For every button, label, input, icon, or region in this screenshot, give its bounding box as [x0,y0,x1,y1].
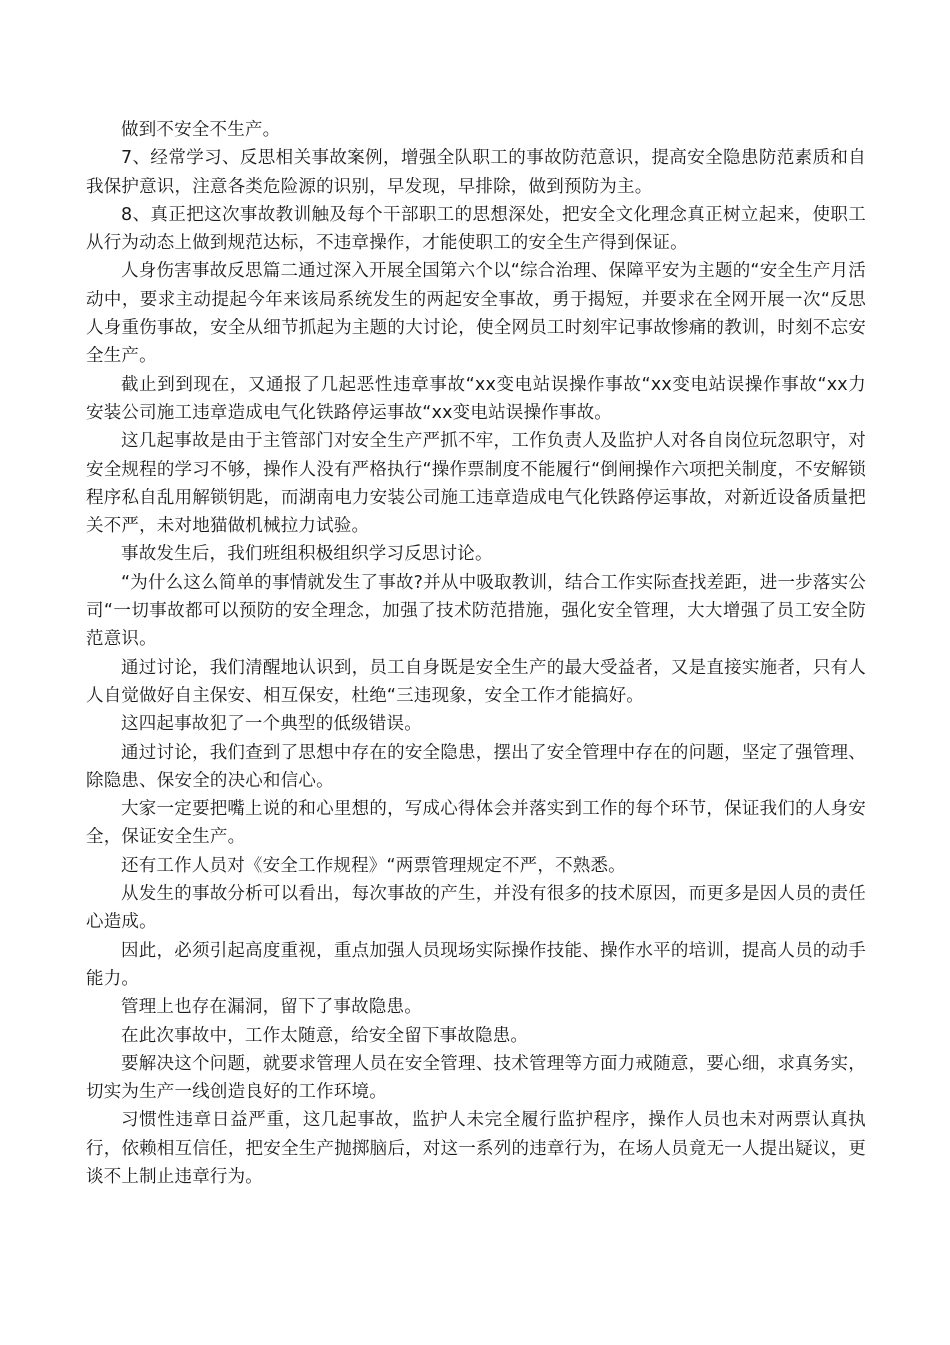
paragraph: 习惯性违章日益严重，这几起事故，监护人未完全履行监护程序，操作人员也未对两票认真执行，依赖相互信任，把安全生产抛掷脑后，对这一系列的违章行为，在场人员竟无一人提出疑议，更谈不上制止违章行为。 [86,1110,866,1187]
paragraph: 7、经常学习、反思相关事故案例，增强全队职工的事故防范意识，提高安全隐患防范素质和自我保护意识，注意各类危险源的识别，早发现，早排除，做到预防为主。 [86,148,866,197]
paragraph: 8、真正把这次事故教训触及每个干部职工的思想深处，把安全文化理念真正树立起来，使职工从行为动态上做到规范达标，不违章操作，才能使职工的安全生产得到保证。 [86,204,866,254]
paragraph: 还有工作人员对《安全工作规程》“两票管理规定不严，不熟悉。 [121,855,626,876]
paragraph: 这几起事故是由于主管部门对安全生产严抓不牢，工作负责人及监护人对各自岗位玩忽职守，对安全规程的学习不够，操作人没有严格执行“操作票制度不能履行“倒闸操作六项把关制度，不安解锁程序私自乱用解锁钥匙，而湖南电力安装公司施工违章造成电气化铁路停运事故，对新近设备质量把关不严，未对地猫做机械拉力试验。 [86,431,866,537]
paragraph: 管理上也存在漏洞，留下了事故隐患。 [121,997,422,1018]
paragraph: 做到不安全不生产。 [121,120,281,140]
paragraph: 人身伤害事故反思篇二通过深入开展全国第六个以“综合治理、保障平安为主题的“安全生产月活动中，要求主动提起今年来该局系统发生的两起安全事故，勇于揭短，并要求在全网开展一次“反思人身重伤事故，安全从细节抓起为主题的大讨论，使全网员工时刻牢记事故惨痛的教训，时刻不忘安全生产。 [86,261,866,367]
paragraph: 因此，必须引起高度重视，重点加强人员现场实际操作技能、操作水平的培训，提高人员的动手能力。 [86,940,866,989]
paragraph: 要解决这个问题，就要求管理人员在安全管理、技术管理等方面力戒随意，要心细，求真务实，切实为生产一线创造良好的工作环境。 [86,1053,866,1103]
paragraph: 通过讨论，我们清醒地认识到，员工自身既是安全生产的最大受益者，又是直接实施者，只有人人自觉做好自主保安、相互保安，杜绝“三违现象，安全工作才能搞好。 [86,657,866,706]
paragraph: 在此次事故中，工作太随意，给安全留下事故隐患。 [121,1025,529,1046]
paragraph: 从发生的事故分析可以看出，每次事故的产生，并没有很多的技术原因，而更多是因人员的责任心造成。 [86,884,866,933]
document-body [86,116,866,1191]
paragraph: “为什么这么简单的事情就发生了事故?并从中吸取教训，结合工作实际查找差距，进一步落实公司“一切事故都可以预防的安全理念，加强了技术防范措施，强化安全管理，大大增强了员工安全防范意识。 [86,572,866,650]
paragraph: 通过讨论，我们查到了思想中存在的安全隐患，摆出了安全管理中存在的问题，坚定了强管理、除隐患、保安全的决心和信心。 [86,742,866,791]
paragraph: 大家一定要把嘴上说的和心里想的，写成心得体会并落实到工作的每个环节，保证我们的人身安全，保证安全生产。 [86,799,866,848]
paragraph: 截止到到现在，又通报了几起恶性违章事故“xx变电站误操作事故“xx变电站误操作事故“xx力安装公司施工违章造成电气化铁路停运事故“xx变电站误操作事故。 [86,374,866,423]
paragraph: 事故发生后，我们班组积极组织学习反思讨论。 [121,544,493,565]
paragraph: 这四起事故犯了一个典型的低级错误。 [121,714,422,735]
